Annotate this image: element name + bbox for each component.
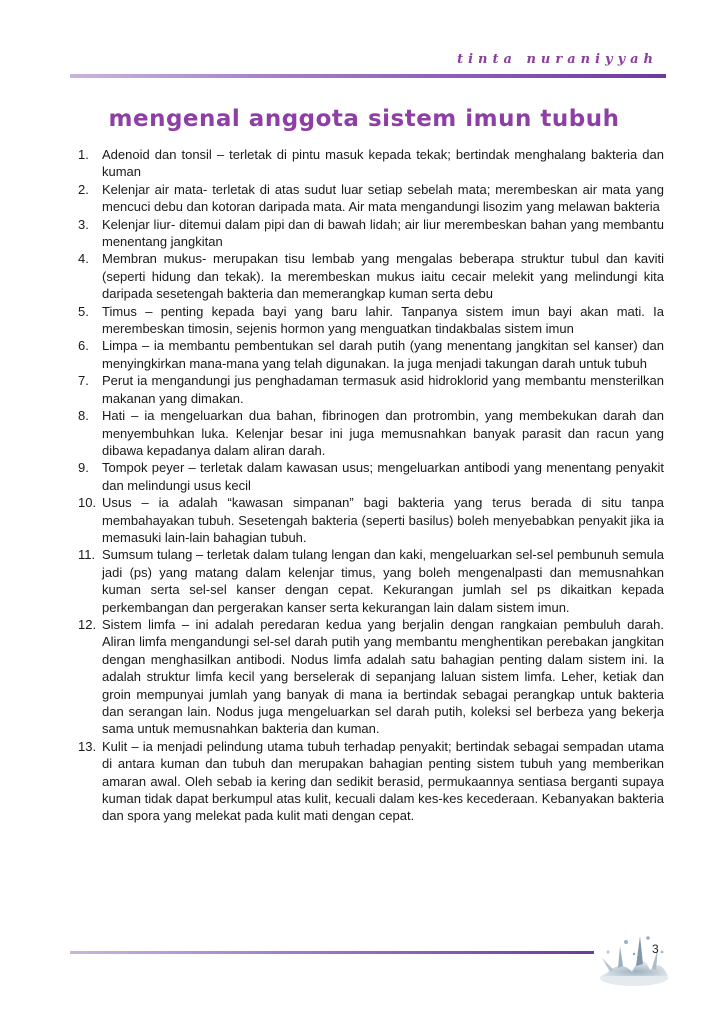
list-item-text: Sistem limfa – ini adalah peredaran kedua yang berjalin dengan rangkaian pembuluh darah. Aliran limfa mengandungi sel-sel darah putih yang membantu menghentikan perebakan jangkitan dengan menghasilkan antibodi. Nodus limfa adalah satu bahagian penting dalam sistem ini. Ia adalah struktur limfa kecil yang berselerak di sepanjang laluan sistem limfa. Leher, ketiak dan groin mempunyai jumlah yang banyak di mana ia bertindak sebagai perangkap untuk bakteria dan serangan lain. Nodus juga mengeluarkan sel darah putih, koleksi sel berbeza yang bekerja sama untuk memusnahkan bakteria dan kuman. xyxy=(102,616,664,737)
page-number: 3 xyxy=(652,942,659,956)
brand-wordmark: tinta nuraniyyah xyxy=(457,52,658,67)
list-item xyxy=(78,181,664,216)
list-item-number: 11. xyxy=(78,547,96,563)
header-divider xyxy=(70,74,666,78)
list-item-text: Perut ia mengandungi jus penghadaman termasuk asid hidroklorid yang membantu mensterilkan makanan yang dimakan. xyxy=(102,373,664,406)
list-item-number: 12. xyxy=(78,616,97,632)
list-item-number: 6. xyxy=(78,338,89,354)
list-item xyxy=(78,303,664,338)
list-item-number: 5. xyxy=(78,303,89,319)
list-item-text: Sumsum tulang – terletak dalam tulang lengan dan kaki, mengeluarkan sel-sel pembunuh semula jadi (ps) yang matang dalam kelenjar timus, yang boleh mengenalpasti dan memusnahkan kuman serta sel-sel kanser dengan cepat. Kekurangan jumlah sel ps dikaitkan kepada perkembangan dan pergerakan kanser serta kekurangan lain dalam sistem imun. xyxy=(102,547,664,615)
list-item-number: 8. xyxy=(78,408,89,424)
footer-divider xyxy=(70,951,594,954)
list-item xyxy=(78,337,664,372)
list-item-text: Usus – ia adalah “kawasan simpanan” bagi bakteria yang terus berada di situ tanpa membahayakan tubuh. Sesetengah bakteria (seperti basilus) boleh menyebabkan penyakit jika ia memasuki lain-lain bahagian tubuh. xyxy=(102,495,664,545)
list-item-text: Hati – ia mengeluarkan dua bahan, fibrinogen dan protrombin, yang membekukan darah dan menyembuhkan luka. Kelenjar besar ini juga memusnahkan banyak parasit dan racun yang dibawa kepadanya dalam aliran darah. xyxy=(102,408,664,458)
list-item xyxy=(78,546,664,616)
water-splash-icon xyxy=(590,928,674,990)
list-item xyxy=(78,250,664,302)
list-item xyxy=(78,216,664,251)
list-item-text: Kelenjar liur- ditemui dalam pipi dan di bawah lidah; air liur merembeskan bahan yang membantu menentang jangkitan xyxy=(102,216,664,250)
list-item xyxy=(78,407,664,459)
list-item-number: 2. xyxy=(78,181,89,197)
list-item xyxy=(78,372,664,407)
list-item-number: 3. xyxy=(78,216,89,232)
list-item xyxy=(78,738,664,825)
list-item-text: Limpa – ia membantu pembentukan sel darah putih (yang menentang jangkitan sel kanser) dan menyingkirkan mana-mana yang telah digunakan. Ia juga menjadi takungan darah untuk tubuh xyxy=(102,338,664,371)
list-item xyxy=(78,146,664,181)
list-item-text: Tompok peyer – terletak dalam kawasan usus; mengeluarkan antibodi yang menentang penyakit dan melindungi usus kecil xyxy=(102,460,664,493)
immune-system-list xyxy=(78,146,664,825)
list-item-number: 1. xyxy=(78,147,89,162)
list-item-number: 4. xyxy=(78,251,89,267)
list-item-text: Kulit – ia menjadi pelindung utama tubuh terhadap penyakit; bertindak sebagai sempadan utama di antara kuman dan tubuh dan merupakan bahagian penting sistem tubuh yang memberikan amaran awal. Oleh sebab ia kering dan sedikit berasid, permukaannya sentiasa berganti supaya kuman tidak dapat berkumpul atas kulit, kecuali dalam kes-kes kecederaan. Kebanyakan bakteria dan spora yang melekat pada kulit mati dengan cepat. xyxy=(102,738,664,824)
list-item-number: 9. xyxy=(78,460,89,476)
list-item-text: Timus – penting kepada bayi yang baru lahir. Tanpanya sistem imun bayi akan mati. Ia merembeskan timosin, sejenis hormon yang menguatkan tindakbalas sistem imun xyxy=(102,303,664,337)
list-item-text: Kelenjar air mata- terletak di atas sudut luar setiap sebelah mata; merembeskan air mata yang mencuci debu dan kotoran daripada mata. Air mata mengandungi lisozim yang melawan bakteria xyxy=(102,181,664,215)
list-item xyxy=(78,459,664,494)
list-item-text: Adenoid dan tonsil – terletak di pintu masuk kepada tekak; bertindak menghalang bakteria dan kuman xyxy=(102,147,664,180)
list-item-number: 13. xyxy=(78,738,97,754)
list-item xyxy=(78,494,664,546)
list-item-text: Membran mukus- merupakan tisu lembab yang mengalas beberapa struktur tubul dan kaviti (seperti hidung dan tekak). Ia merembeskan mukus iaitu cecair melekit yang melindungi kita daripada sesetengah bakteria dan memerangkap kuman serta debu xyxy=(102,251,664,302)
list-item xyxy=(78,616,664,738)
list-item-number: 7. xyxy=(78,373,89,389)
page-title: mengenal anggota sistem imun tubuh xyxy=(108,106,620,132)
list-item-number: 10. xyxy=(78,495,97,511)
